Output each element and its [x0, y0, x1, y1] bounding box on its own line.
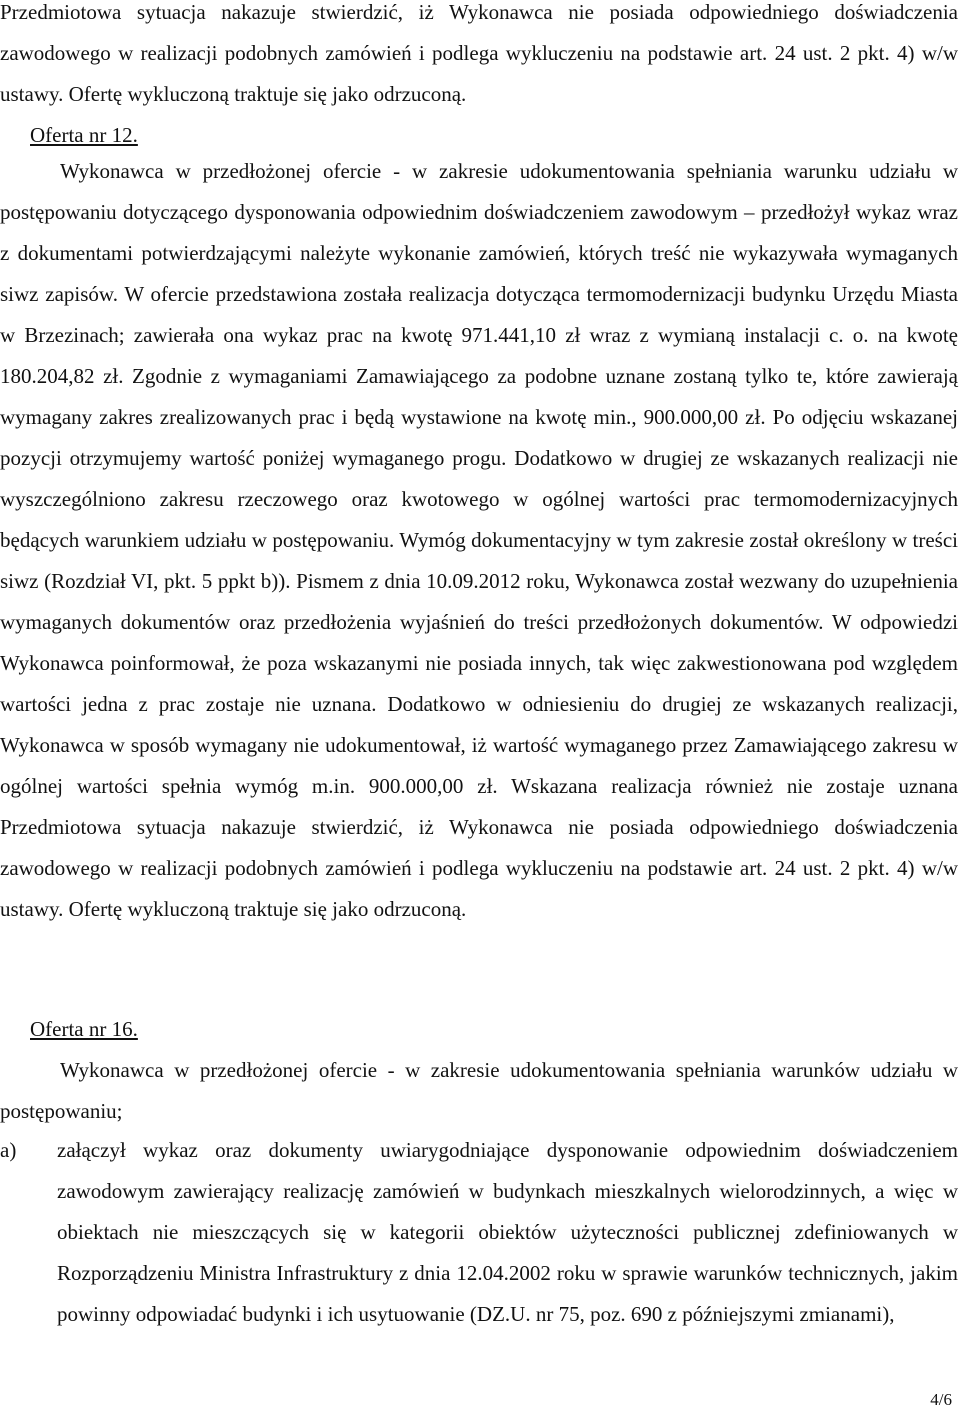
heading-offer-12: Oferta nr 12. — [30, 123, 138, 147]
paragraph-offer-16: Wykonawca w przedłożonej ofercie - w zakresie udokumentowania spełniania warunków udziału w postępowaniu; — [0, 1058, 958, 1123]
heading-offer-16: Oferta nr 16. — [30, 1017, 138, 1041]
paragraph-intro: Przedmiotowa sytuacja nakazuje stwierdzić, iż Wykonawca nie posiada odpowiedniego doświadczenia zawodowego w realizacji podobnych zamówień i podlega wykluczeniu na podstawie art. 24 ust. 2 pkt. 4) w/w ustawy. Ofertę wykluczoną traktuje się jako odrzuconą. — [0, 0, 958, 106]
list-text-a: załączył wykaz oraz dokumenty uwiarygodniające dysponowanie odpowiednim doświadczeniem zawodowym zawierający realizację zamówień w budynkach mieszkalnych wielorodzinnych, a więc w obiektach nie mieszczących się w kategorii obiektów użyteczności publicznej zdefiniowanych w Rozporządzeniu Ministra Infrastruktury z dnia 12.04.2002 roku w sprawie warunków technicznych, jakim powinny odpowiadać budynki i ich usytuowanie (DZ.U. nr 75, poz. 690 z późniejszymi zmianami), — [57, 1138, 958, 1326]
page-number: 4/6 — [930, 1390, 952, 1409]
paragraph-offer-12: Wykonawca w przedłożonej ofercie - w zakresie udokumentowania spełniania warunku udziału w postępowaniu dotyczącego dysponowania odpowiednim doświadczeniem zawodowym – przedłożył wykaz wraz z dokumentami potwierdzającymi należyte wykonanie zamówień, których treść nie wykazywała wymaganych siwz zapisów. W ofercie przedstawiona została realizacja dotycząca termomodernizacji budynku Urzędu Miasta w Brzezinach; zawierała ona wykaz prac na kwotę 971.441,10 zł wraz z wymianą instalacji c. o. na kwotę 180.204,82 zł. Zgodnie z wymaganiami Zamawiającego za podobne uznane zostaną tylko te, które zawierają wymagany zakres zrealizowanych prac i będą wystawione na kwotę min., 900.000,00 zł. Po odjęciu wskazanej pozycji otrzymujemy wartość poniżej wymaganego progu. Dodatkowo w drugiej ze wskazanych realizacji nie wyszczególniono zakresu rzeczowego oraz kwotowego w ogólnej wartości prac termomodernizacyjnych będących warunkiem udziału w postępowaniu. Wymóg dokumentacyjny w tym zakresie został określony w treści siwz (Rozdział VI, pkt. 5 ppkt b)). Pismem z dnia 10.09.2012 roku, Wykonawca został wezwany do uzupełnienia wymaganych dokumentów oraz przedłożenia wyjaśnień do treści przedłożonych dokumentów. W odpowiedzi Wykonawca poinformował, że poza wskazanymi nie posiada innych, tak więc zakwestionowana pod względem wartości jedna z prac zostaje nie uznana. Dodatkowo w odniesieniu do drugiej ze wskazanych realizacji, Wykonawca w sposób wymagany nie udokumentował, iż wartość wymaganego przez Zamawiającego zakresu w ogólnej wartości spełnia wymóg m.in. 900.000,00 zł. Wskazana realizacja również nie zostaje uznana Przedmiotowa sytuacja nakazuje stwierdzić, iż Wykonawca nie posiada odpowiedniego doświadczenia zawodowego w realizacji podobnych zamówień i podlega wykluczeniu na podstawie art. 24 ust. 2 pkt. 4) w/w ustawy. Ofertę wykluczoną traktuje się jako odrzuconą. — [0, 159, 958, 921]
list-marker-a: a) — [0, 1138, 17, 1162]
